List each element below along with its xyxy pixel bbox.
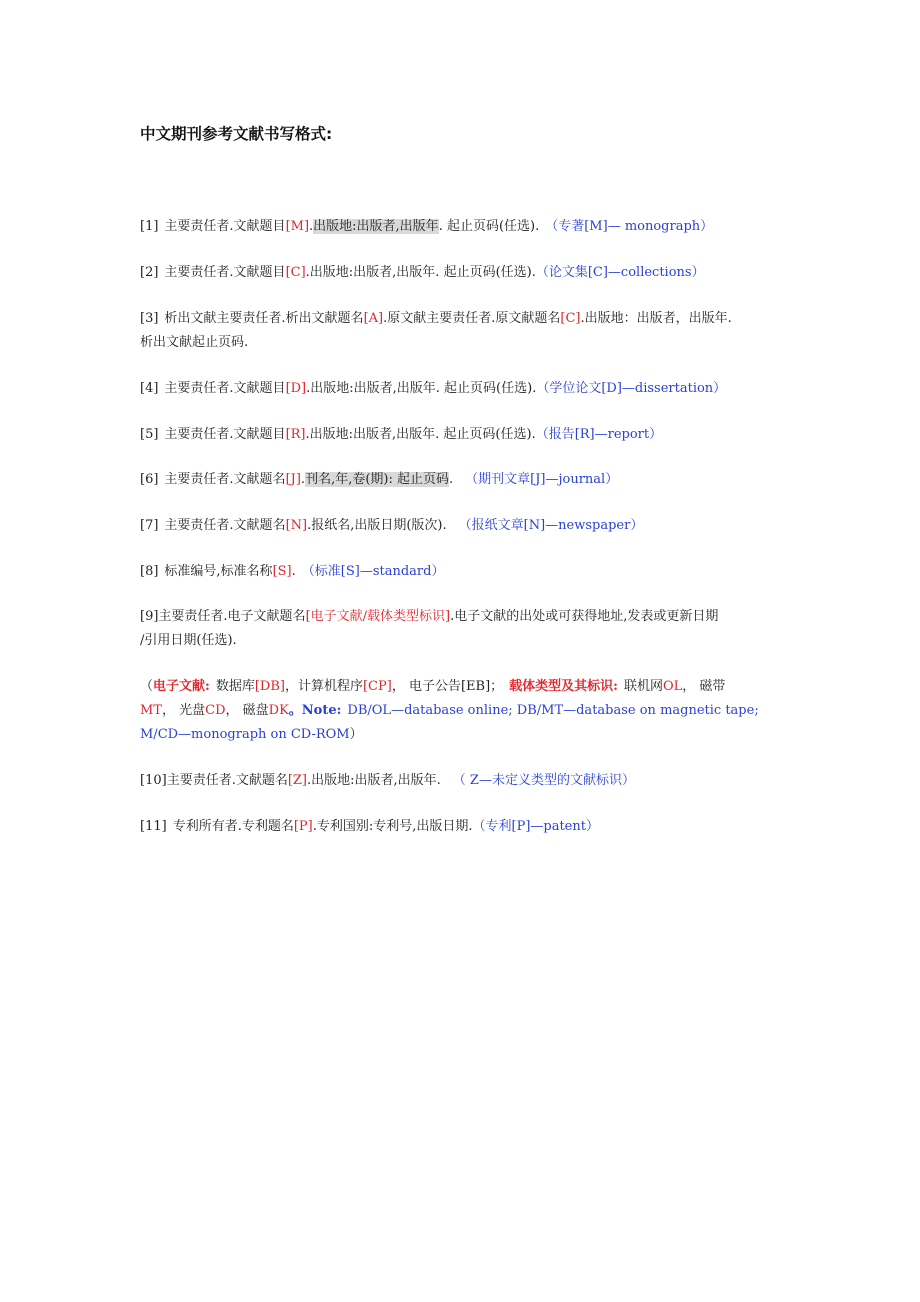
entry-text: 主要责任者.文献题目 [164,265,286,280]
type-note: （报告[R]—report） [535,427,663,442]
reference-entry-11 [140,818,599,836]
reference-entry-6 [140,471,618,489]
entry-rest: .出版地:出版者,出版年. 起止页码(任选). [305,265,536,280]
entry-number: [11] [140,819,167,834]
entry-text: 主要责任者.文献题名 [164,518,286,533]
entry-text: 专利所有者.专利题名 [172,819,294,834]
carrier-label: 载体类型及其标识: [509,679,618,694]
type-code: [C] [560,311,581,326]
entry-rest: .出版地:出版者,出版年. 起止页码(任选). [306,381,537,396]
entry-number: [9] [140,609,159,624]
reference-entry-8 [140,563,444,581]
ebook-note-line3 [140,726,363,744]
entry-number: [6] [140,472,159,487]
type-note: （专著[M]— monograph） [545,219,714,234]
mt-code: MT [140,703,162,718]
close-paren: ） [349,727,363,742]
reference-entry-3-line2: 析出文献起止页码. [140,335,249,350]
entry-number: [7] [140,518,159,533]
type-note: （报纸文章[N]—newspaper） [458,518,644,533]
type-code: [R] [285,427,306,442]
entry-text: .原文献主要责任者.原文献题名 [383,311,561,326]
type-code: [D] [285,381,307,396]
type-note: （专利[P]—patent） [472,819,599,834]
reference-entry-9-line2: /引用日期(任选). [140,633,237,648]
highlighted-text: 刊名,年,卷(期): 起止页码 [305,472,449,487]
entry-number: [3] [140,311,159,326]
entry-rest: . 起止页码(任选). [438,219,540,234]
highlighted-text: 出版地:出版者,出版年 [313,219,439,234]
entry-text: 析出文献主要责任者.析出文献题名 [164,311,364,326]
type-note: （学位论文[D]—dissertation） [536,381,727,396]
entry-text: 标准编号,标准名称 [164,564,273,579]
entry-rest: . [448,472,454,487]
reference-entry-9 [140,608,718,626]
entry-number: [5] [140,427,159,442]
entry-dot: . [300,472,306,487]
db-text: 数据库 [215,679,255,694]
type-code: [N] [285,518,308,533]
entry-text: 主要责任者.文献题名 [164,472,286,487]
entry-rest: . [291,564,296,579]
type-code: [C] [285,265,306,280]
cd-text: ， 光盘 [161,703,206,718]
entry-rest: .出版地：出版者，出版年. [580,311,732,326]
entry-rest: .电子文献的出处或可获得地址,发表或更新日期 [450,609,719,624]
entry-number: [1] [140,219,159,234]
ebook-note-line1 [140,678,725,696]
entry-rest: .专利国别:专利号,出版日期. [312,819,473,834]
entry-rest: .报纸名,出版日期(版次). [307,518,447,533]
reference-entry-3 [140,310,732,328]
reference-entry-2 [140,264,705,282]
entry-number: [10] [140,773,167,788]
entry-number: [4] [140,381,159,396]
type-code: [M] [285,219,310,234]
page-title: 中文期刊参考文献书写格式: [140,125,333,143]
entry-text: 主要责任者.文献题目 [164,381,286,396]
type-note: （ Z—未定义类型的文献标识） [452,773,635,788]
type-code: [电子文献/载体类型标识] [305,609,451,624]
open-paren: （ [140,679,154,694]
cd-code: CD [205,703,226,718]
ebook-label: 电子文献: [153,679,210,694]
type-note: （论文集[C]—collections） [535,265,705,280]
mt-pre: ， 磁带 [682,679,726,694]
entry-rest: .出版地:出版者,出版年. [307,773,441,788]
eb-text: ， 电子公告[EB]； [391,679,504,694]
reference-entry-7 [140,517,643,535]
entry-rest: .出版地:出版者,出版年. 起止页码(任选). [305,427,536,442]
reference-entry-1 [140,218,713,236]
reference-entry-5 [140,426,662,444]
db-code: [DB] [254,679,285,694]
type-code: [S] [272,564,292,579]
type-code: [Z] [287,773,308,788]
entry-number: [2] [140,265,159,280]
note-text-cont: M/CD—monograph on CD-ROM [140,727,350,742]
type-note: （期刊文章[J]—journal） [465,472,619,487]
entry-number: [8] [140,564,159,579]
type-code: [A] [363,311,384,326]
entry-text: 主要责任者.文献题名 [166,773,288,788]
note-text: DB/OL—database online; DB/MT—database on magnetic tape; [347,703,759,718]
reference-entry-4 [140,380,726,398]
entry-dot: . [309,219,314,234]
dk-text: ， 磁盘 [225,703,269,718]
ebook-note-line2 [140,702,759,720]
type-code: [P] [293,819,313,834]
cp-text: ，计算机程序 [284,679,363,694]
reference-entry-10 [140,772,635,790]
ol-text: 联机网 [623,679,663,694]
cp-code: [CP] [362,679,392,694]
type-note: （标准[S]—standard） [301,564,445,579]
dk-code: DK [268,703,289,718]
entry-text: 主要责任者.电子文献题名 [158,609,306,624]
note-label: 。Note: [288,703,342,718]
entry-text: 主要责任者.文献题目 [164,219,286,234]
ol-code: OL [662,679,683,694]
entry-text: 主要责任者.文献题目 [164,427,286,442]
type-code: [J] [285,472,301,487]
